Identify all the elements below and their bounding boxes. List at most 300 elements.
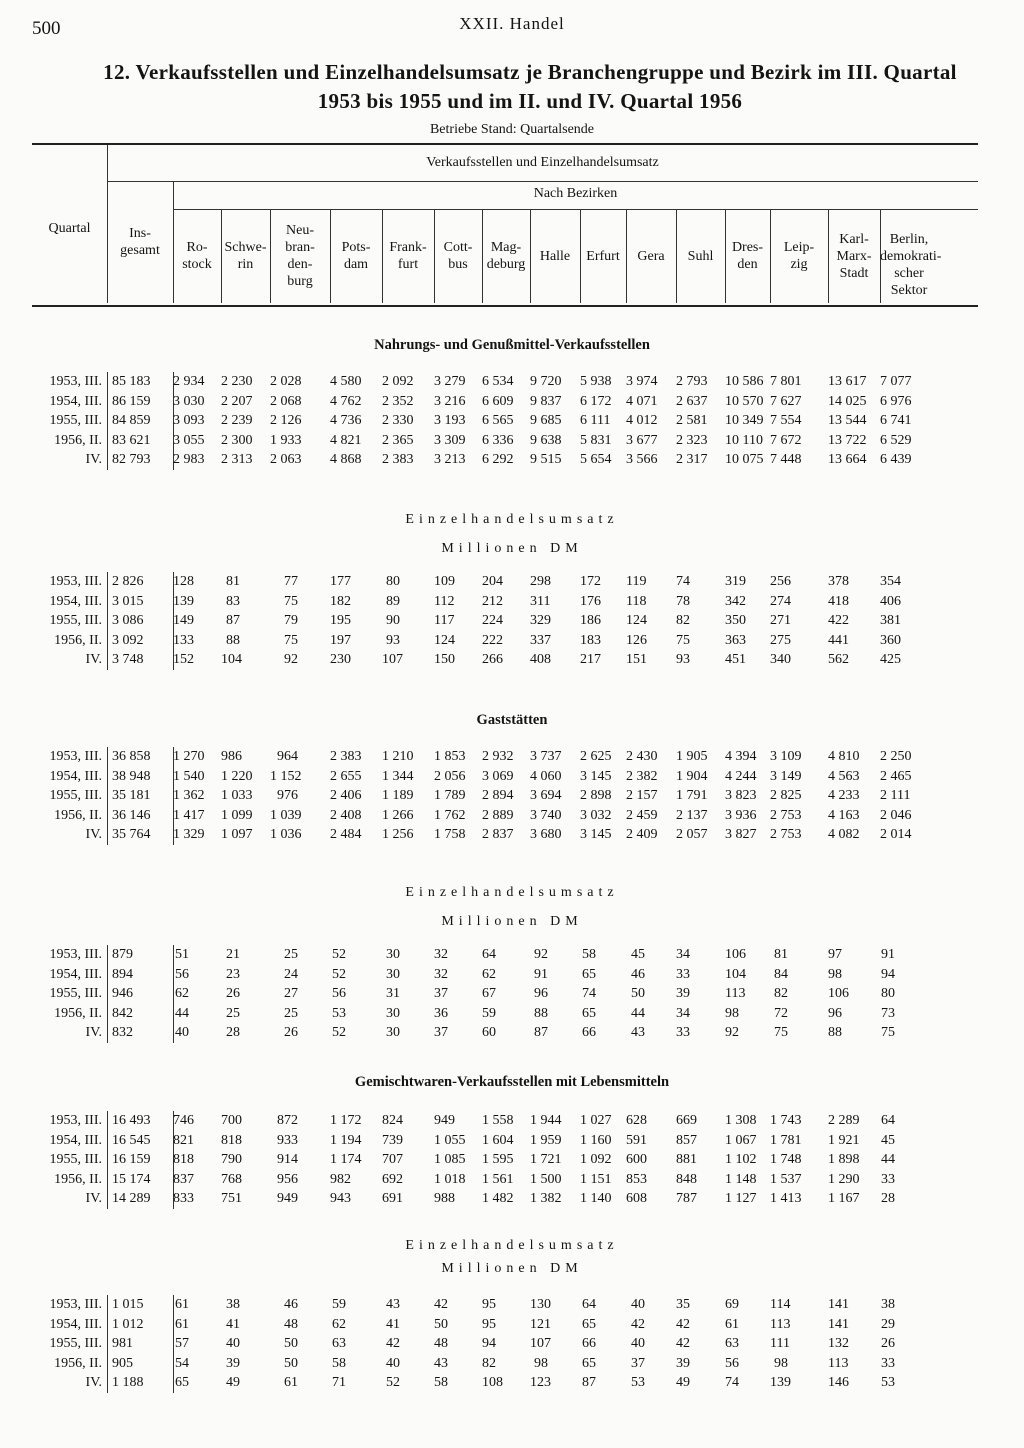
cell-district-value: 2 126 bbox=[270, 413, 302, 428]
cell-district-value: 4 580 bbox=[330, 374, 362, 389]
row-quartal-label: 1955, III. bbox=[49, 1152, 102, 1167]
cell-district-value: 2 459 bbox=[626, 807, 658, 823]
cell-district-value: 1 151 bbox=[580, 1171, 612, 1187]
cell-district-value: 6 534 bbox=[482, 374, 514, 389]
cell-district-value: 2 753 bbox=[770, 807, 802, 823]
header-district-line: Dres- bbox=[731, 240, 764, 255]
cell-district-value: 40 bbox=[175, 1025, 189, 1040]
cell-district-value: 10 110 bbox=[725, 432, 763, 448]
cell-district-value: 39 bbox=[676, 986, 690, 1001]
row-quartal-label: 1954, III. bbox=[49, 1132, 102, 1148]
cell-district-value: 96 bbox=[828, 1005, 842, 1021]
row-quartal-label: 1954, III. bbox=[49, 593, 102, 609]
cell-district-value: 13 722 bbox=[828, 432, 867, 448]
header-divider bbox=[107, 181, 978, 182]
cell-district-value: 3 936 bbox=[725, 807, 757, 823]
table-row bbox=[32, 450, 978, 470]
cell-district-value: 1 085 bbox=[434, 1152, 466, 1167]
cell-district-value: 222 bbox=[482, 632, 503, 648]
cell-district-value: 87 bbox=[534, 1025, 548, 1040]
cell-district-value: 3 145 bbox=[580, 768, 612, 784]
cell-district-value: 1 039 bbox=[270, 807, 302, 823]
header-insgesamt-line: gesamt bbox=[120, 243, 160, 258]
cell-district-value: 2 313 bbox=[221, 452, 253, 467]
cell-district-value: 848 bbox=[676, 1171, 697, 1187]
table-row bbox=[32, 392, 978, 412]
cell-district-value: 1 413 bbox=[770, 1191, 802, 1206]
cell-insgesamt: 3 748 bbox=[112, 652, 144, 667]
cell-district-value: 58 bbox=[582, 947, 596, 962]
cell-district-value: 4 244 bbox=[725, 768, 757, 784]
cell-district-value: 113 bbox=[725, 986, 746, 1001]
cell-district-value: 1 308 bbox=[725, 1113, 757, 1128]
section-title: Gemischtwaren-Verkaufsstellen mit Lebensmitteln bbox=[354, 1074, 670, 1090]
cell-district-value: 1 898 bbox=[828, 1152, 860, 1167]
cell-district-value: 2 637 bbox=[676, 393, 708, 409]
cell-district-value: 982 bbox=[330, 1171, 351, 1187]
header-district-line: den bbox=[737, 257, 758, 272]
table-header bbox=[32, 143, 978, 307]
cell-district-value: 2 408 bbox=[330, 807, 362, 823]
cell-district-value: 64 bbox=[482, 947, 496, 962]
table-subtitle: Betriebe Stand: Quartalsende bbox=[429, 122, 595, 137]
cell-district-value: 2 932 bbox=[482, 749, 514, 764]
cell-district-value: 82 bbox=[774, 986, 788, 1001]
cell-district-value: 88 bbox=[534, 1005, 548, 1021]
section-subheading: Einzelhandelsumsatz bbox=[405, 885, 619, 900]
cell-district-value: 329 bbox=[530, 613, 551, 628]
row-quartal-label: IV. bbox=[85, 1191, 102, 1206]
cell-district-value: 1 721 bbox=[530, 1152, 562, 1167]
cell-insgesamt: 38 948 bbox=[112, 768, 151, 784]
cell-district-value: 2 289 bbox=[828, 1113, 860, 1128]
cell-district-value: 441 bbox=[828, 632, 849, 648]
header-district-line: Erfurt bbox=[586, 248, 620, 264]
cell-district-value: 10 075 bbox=[725, 452, 764, 467]
cell-district-value: 109 bbox=[434, 574, 455, 589]
header-district-line: Berlin, bbox=[889, 231, 929, 247]
cell-district-value: 700 bbox=[221, 1113, 242, 1128]
header-district-line: Gera bbox=[637, 248, 665, 264]
cell-district-value: 3 213 bbox=[434, 452, 466, 467]
cell-district-value: 1 092 bbox=[580, 1152, 612, 1167]
cell-district-value: 2 317 bbox=[676, 452, 708, 467]
cell-district-value: 42 bbox=[676, 1336, 690, 1351]
cell-district-value: 43 bbox=[631, 1025, 645, 1040]
cell-district-value: 63 bbox=[332, 1336, 346, 1351]
section-subheading: Einzelhandelsumsatz bbox=[405, 1238, 619, 1253]
cell-district-value: 9 515 bbox=[530, 452, 562, 467]
cell-district-value: 139 bbox=[770, 1375, 791, 1390]
cell-district-value: 669 bbox=[676, 1113, 697, 1128]
cell-district-value: 64 bbox=[881, 1113, 895, 1128]
cell-district-value: 82 bbox=[482, 1355, 496, 1371]
cell-district-value: 1 290 bbox=[828, 1171, 860, 1187]
cell-district-value: 1 160 bbox=[580, 1132, 612, 1148]
cell-district-value: 30 bbox=[386, 947, 400, 962]
cell-district-value: 2 581 bbox=[676, 413, 708, 428]
table-row bbox=[32, 1189, 978, 1209]
table-row bbox=[32, 1315, 978, 1335]
cell-district-value: 7 627 bbox=[770, 393, 802, 409]
cell-district-value: 6 292 bbox=[482, 452, 514, 467]
section-title: Nahrungs- und Genußmittel-Verkaufsstellen bbox=[374, 337, 650, 353]
cell-district-value: 10 586 bbox=[725, 374, 764, 389]
header-district-0 bbox=[173, 239, 221, 273]
cell-district-value: 52 bbox=[332, 947, 346, 962]
cell-district-value: 61 bbox=[175, 1297, 189, 1312]
cell-district-value: 217 bbox=[580, 652, 601, 667]
cell-district-value: 2 092 bbox=[382, 374, 414, 389]
cell-district-value: 2 383 bbox=[382, 452, 414, 467]
cell-insgesamt: 36 146 bbox=[112, 807, 151, 823]
cell-district-value: 79 bbox=[284, 613, 298, 628]
section-title: Gaststätten bbox=[476, 712, 548, 728]
cell-district-value: 2 056 bbox=[434, 768, 466, 784]
cell-district-value: 43 bbox=[386, 1297, 400, 1312]
header-district-line: Suhl bbox=[687, 248, 714, 264]
cell-district-value: 2 894 bbox=[482, 788, 514, 803]
cell-district-value: 1 256 bbox=[382, 827, 414, 842]
cell-district-value: 26 bbox=[881, 1336, 895, 1351]
cell-district-value: 274 bbox=[770, 593, 791, 609]
cell-district-value: 46 bbox=[631, 966, 645, 982]
header-district-line: den- bbox=[287, 257, 313, 272]
cell-district-value: 3 827 bbox=[725, 827, 757, 842]
row-quartal-label: 1955, III. bbox=[49, 986, 102, 1001]
cell-district-value: 9 720 bbox=[530, 374, 562, 389]
cell-district-value: 53 bbox=[631, 1375, 645, 1390]
cell-district-value: 62 bbox=[482, 966, 496, 982]
cell-district-value: 1 099 bbox=[221, 807, 253, 823]
cell-district-value: 3 740 bbox=[530, 807, 562, 823]
cell-district-value: 132 bbox=[828, 1336, 849, 1351]
cell-insgesamt: 36 858 bbox=[112, 749, 151, 764]
cell-district-value: 49 bbox=[226, 1375, 240, 1390]
cell-district-value: 71 bbox=[332, 1375, 346, 1390]
section-subheading: Millionen DM bbox=[441, 541, 583, 556]
cell-district-value: 13 664 bbox=[828, 452, 867, 467]
row-quartal-label: 1953, III. bbox=[49, 374, 102, 389]
cell-district-value: 25 bbox=[284, 947, 298, 962]
cell-district-value: 89 bbox=[386, 593, 400, 609]
table-row bbox=[32, 945, 978, 965]
cell-district-value: 746 bbox=[173, 1113, 194, 1128]
cell-district-value: 48 bbox=[284, 1316, 298, 1332]
cell-district-value: 2 625 bbox=[580, 749, 612, 764]
cell-district-value: 3 032 bbox=[580, 807, 612, 823]
cell-district-value: 41 bbox=[386, 1316, 400, 1332]
table-row bbox=[32, 786, 978, 806]
data-block bbox=[32, 372, 978, 472]
cell-district-value: 4 394 bbox=[725, 749, 757, 764]
cell-district-value: 50 bbox=[631, 986, 645, 1001]
cell-district-value: 1 537 bbox=[770, 1171, 802, 1187]
cell-district-value: 9 685 bbox=[530, 413, 562, 428]
cell-district-value: 378 bbox=[828, 574, 849, 589]
cell-district-value: 106 bbox=[725, 947, 746, 962]
cell-district-value: 3 974 bbox=[626, 374, 658, 389]
cell-district-value: 1 561 bbox=[482, 1171, 514, 1187]
page-number: 500 bbox=[32, 18, 61, 39]
cell-district-value: 42 bbox=[434, 1297, 448, 1312]
cell-district-value: 6 741 bbox=[880, 413, 912, 428]
cell-district-value: 6 529 bbox=[880, 432, 912, 448]
cell-district-value: 4 821 bbox=[330, 432, 362, 448]
row-quartal-label: 1956, II. bbox=[54, 807, 102, 823]
row-quartal-label: IV. bbox=[85, 652, 102, 667]
header-district-line: stock bbox=[182, 257, 212, 272]
cell-district-value: 65 bbox=[582, 1355, 596, 1371]
cell-district-value: 3 680 bbox=[530, 827, 562, 842]
cell-district-value: 56 bbox=[725, 1355, 739, 1371]
cell-district-value: 591 bbox=[626, 1132, 647, 1148]
cell-district-value: 32 bbox=[434, 966, 448, 982]
cell-district-value: 45 bbox=[631, 947, 645, 962]
cell-district-value: 75 bbox=[284, 632, 298, 648]
cell-district-value: 976 bbox=[277, 788, 298, 803]
cell-district-value: 707 bbox=[382, 1152, 403, 1167]
section-subheading: Millionen DM bbox=[441, 914, 583, 929]
cell-district-value: 2 406 bbox=[330, 788, 362, 803]
cell-district-value: 2 239 bbox=[221, 413, 253, 428]
cell-district-value: 2 300 bbox=[221, 432, 253, 448]
header-divider bbox=[173, 209, 978, 210]
cell-district-value: 4 563 bbox=[828, 768, 860, 784]
cell-district-value: 30 bbox=[386, 1025, 400, 1040]
row-quartal-label: 1955, III. bbox=[49, 613, 102, 628]
cell-district-value: 821 bbox=[173, 1132, 194, 1148]
cell-district-value: 41 bbox=[226, 1316, 240, 1332]
cell-district-value: 97 bbox=[828, 947, 842, 962]
cell-district-value: 98 bbox=[828, 966, 842, 982]
cell-district-value: 40 bbox=[631, 1336, 645, 1351]
cell-district-value: 1 194 bbox=[330, 1132, 362, 1148]
cell-district-value: 3 149 bbox=[770, 768, 802, 784]
cell-district-value: 1 904 bbox=[676, 768, 708, 784]
table-row bbox=[32, 1111, 978, 1131]
table-title: 12. Verkaufsstellen und Einzelhandelsumsatz je Branchengruppe und Bezirk im III. Quartal 1953 bis 1955 und im II. und IV. Quartal 1956 bbox=[103, 60, 957, 113]
cell-district-value: 6 111 bbox=[580, 413, 611, 428]
cell-district-value: 43 bbox=[434, 1355, 448, 1371]
section-subheading: Millionen DM bbox=[441, 1261, 583, 1276]
cell-district-value: 857 bbox=[676, 1132, 697, 1148]
header-district-12 bbox=[770, 239, 828, 273]
cell-district-value: 108 bbox=[482, 1375, 503, 1390]
data-block bbox=[32, 945, 978, 1045]
row-quartal-label: 1954, III. bbox=[49, 768, 102, 784]
cell-insgesamt: 981 bbox=[112, 1336, 133, 1351]
cell-district-value: 1 595 bbox=[482, 1152, 514, 1167]
row-quartal-label: 1953, III. bbox=[49, 1113, 102, 1128]
cell-district-value: 44 bbox=[175, 1005, 189, 1021]
cell-district-value: 112 bbox=[434, 593, 455, 609]
cell-district-value: 88 bbox=[828, 1025, 842, 1040]
cell-district-value: 2 028 bbox=[270, 374, 302, 389]
cell-district-value: 197 bbox=[330, 632, 351, 648]
cell-district-value: 1 558 bbox=[482, 1113, 514, 1128]
cell-district-value: 77 bbox=[284, 574, 298, 589]
cell-district-value: 7 554 bbox=[770, 413, 802, 428]
cell-district-value: 6 976 bbox=[880, 393, 912, 409]
cell-district-value: 2 409 bbox=[626, 827, 658, 842]
cell-district-value: 2 484 bbox=[330, 827, 362, 842]
header-district-11 bbox=[725, 239, 770, 273]
cell-district-value: 113 bbox=[770, 1316, 791, 1332]
header-district-line: bus bbox=[448, 257, 468, 272]
cell-district-value: 124 bbox=[434, 632, 455, 648]
cell-district-value: 360 bbox=[880, 632, 901, 648]
cell-district-value: 182 bbox=[330, 593, 351, 609]
cell-district-value: 149 bbox=[173, 613, 194, 628]
cell-district-value: 298 bbox=[530, 574, 551, 589]
cell-district-value: 833 bbox=[173, 1191, 194, 1206]
cell-district-value: 60 bbox=[482, 1025, 496, 1040]
cell-district-value: 1 762 bbox=[434, 807, 466, 823]
cell-district-value: 2 207 bbox=[221, 393, 253, 409]
header-district-line: Karl- bbox=[839, 231, 869, 247]
cell-district-value: 1 781 bbox=[770, 1132, 802, 1148]
cell-district-value: 406 bbox=[880, 593, 901, 609]
cell-district-value: 2 111 bbox=[880, 788, 911, 803]
cell-district-value: 62 bbox=[175, 986, 189, 1001]
cell-district-value: 275 bbox=[770, 632, 791, 648]
cell-district-value: 34 bbox=[676, 1005, 690, 1021]
cell-district-value: 141 bbox=[828, 1297, 849, 1312]
cell-district-value: 81 bbox=[774, 947, 788, 962]
cell-district-value: 50 bbox=[434, 1316, 448, 1332]
cell-district-value: 46 bbox=[284, 1297, 298, 1312]
cell-district-value: 256 bbox=[770, 574, 791, 589]
cell-district-value: 107 bbox=[382, 652, 403, 667]
data-block bbox=[32, 1295, 978, 1395]
cell-district-value: 4 071 bbox=[626, 393, 658, 409]
cell-district-value: 65 bbox=[175, 1375, 189, 1390]
cell-district-value: 1 148 bbox=[725, 1171, 757, 1187]
cell-district-value: 124 bbox=[626, 613, 647, 628]
cell-district-value: 93 bbox=[676, 652, 690, 667]
cell-district-value: 2 430 bbox=[626, 749, 658, 764]
cell-district-value: 1 266 bbox=[382, 807, 414, 823]
cell-district-value: 7 801 bbox=[770, 374, 802, 389]
header-district-line: zig bbox=[790, 257, 808, 272]
row-quartal-label: IV. bbox=[85, 1375, 102, 1390]
cell-district-value: 1 097 bbox=[221, 827, 253, 842]
cell-district-value: 9 638 bbox=[530, 432, 562, 448]
cell-district-value: 65 bbox=[582, 966, 596, 982]
header-district-line: Schwe- bbox=[224, 240, 267, 255]
header-district-line: burg bbox=[287, 274, 313, 289]
cell-insgesamt: 82 793 bbox=[112, 452, 151, 467]
cell-district-value: 853 bbox=[626, 1171, 647, 1187]
cell-district-value: 10 570 bbox=[725, 393, 764, 409]
cell-district-value: 121 bbox=[530, 1316, 551, 1332]
row-quartal-label: 1955, III. bbox=[49, 1336, 102, 1351]
cell-district-value: 91 bbox=[534, 966, 548, 982]
header-group-title: Verkaufsstellen und Einzelhandelsumsatz bbox=[426, 155, 659, 170]
cell-district-value: 177 bbox=[330, 574, 351, 589]
cell-district-value: 949 bbox=[277, 1191, 298, 1206]
cell-district-value: 933 bbox=[277, 1132, 298, 1148]
cell-district-value: 92 bbox=[725, 1025, 739, 1040]
header-district-line: Frank- bbox=[389, 240, 427, 255]
cell-district-value: 2 137 bbox=[676, 807, 708, 823]
cell-district-value: 7 448 bbox=[770, 452, 802, 467]
row-quartal-label: 1954, III. bbox=[49, 393, 102, 409]
table-row bbox=[32, 1023, 978, 1043]
cell-insgesamt: 1 015 bbox=[112, 1297, 144, 1312]
cell-district-value: 1 944 bbox=[530, 1113, 562, 1128]
cell-district-value: 146 bbox=[828, 1375, 849, 1390]
cell-district-value: 1 743 bbox=[770, 1113, 802, 1128]
cell-district-value: 42 bbox=[631, 1316, 645, 1332]
cell-district-value: 3 694 bbox=[530, 788, 562, 803]
cell-district-value: 42 bbox=[676, 1316, 690, 1332]
cell-district-value: 63 bbox=[725, 1336, 739, 1351]
cell-district-value: 964 bbox=[277, 749, 298, 764]
table-row bbox=[32, 431, 978, 451]
cell-district-value: 28 bbox=[226, 1025, 240, 1040]
cell-district-value: 40 bbox=[631, 1297, 645, 1312]
row-quartal-label: 1953, III. bbox=[49, 947, 102, 962]
cell-district-value: 342 bbox=[725, 593, 746, 609]
row-quartal-label: 1956, II. bbox=[54, 1171, 102, 1187]
cell-district-value: 3 279 bbox=[434, 374, 466, 389]
cell-district-value: 600 bbox=[626, 1152, 647, 1167]
cell-district-value: 337 bbox=[530, 632, 551, 648]
cell-district-value: 986 bbox=[221, 749, 242, 764]
cell-district-value: 92 bbox=[284, 652, 298, 667]
cell-district-value: 37 bbox=[434, 986, 448, 1001]
header-district-line: Ro- bbox=[186, 240, 208, 255]
cell-insgesamt: 946 bbox=[112, 986, 133, 1001]
cell-district-value: 58 bbox=[434, 1375, 448, 1390]
cell-district-value: 51 bbox=[175, 947, 189, 962]
cell-district-value: 692 bbox=[382, 1171, 403, 1187]
cell-district-value: 56 bbox=[175, 966, 189, 982]
cell-district-value: 80 bbox=[881, 986, 895, 1001]
cell-district-value: 2 068 bbox=[270, 393, 302, 409]
cell-district-value: 224 bbox=[482, 613, 503, 628]
running-head: XXII. Handel bbox=[459, 14, 565, 33]
cell-district-value: 943 bbox=[330, 1191, 351, 1206]
cell-district-value: 40 bbox=[226, 1336, 240, 1351]
cell-district-value: 3 109 bbox=[770, 749, 802, 764]
cell-district-value: 150 bbox=[434, 652, 455, 667]
cell-district-value: 1 921 bbox=[828, 1132, 860, 1148]
cell-district-value: 1 959 bbox=[530, 1132, 562, 1148]
cell-insgesamt: 35 764 bbox=[112, 827, 151, 842]
cell-district-value: 6 609 bbox=[482, 393, 514, 409]
cell-district-value: 5 831 bbox=[580, 432, 612, 448]
cell-district-value: 787 bbox=[676, 1191, 697, 1206]
cell-district-value: 81 bbox=[226, 574, 240, 589]
cell-district-value: 35 bbox=[676, 1297, 690, 1312]
cell-district-value: 1 329 bbox=[173, 827, 205, 842]
cell-district-value: 53 bbox=[332, 1005, 346, 1021]
cell-district-value: 106 bbox=[828, 986, 849, 1001]
cell-district-value: 91 bbox=[881, 947, 895, 962]
cell-district-value: 4 736 bbox=[330, 413, 362, 428]
header-district-line: deburg bbox=[486, 257, 526, 272]
cell-district-value: 75 bbox=[284, 593, 298, 609]
cell-district-value: 48 bbox=[434, 1336, 448, 1351]
cell-district-value: 126 bbox=[626, 632, 647, 648]
cell-district-value: 6 565 bbox=[482, 413, 514, 428]
cell-district-value: 422 bbox=[828, 613, 849, 628]
cell-district-value: 98 bbox=[774, 1355, 788, 1371]
cell-district-value: 114 bbox=[770, 1297, 791, 1312]
